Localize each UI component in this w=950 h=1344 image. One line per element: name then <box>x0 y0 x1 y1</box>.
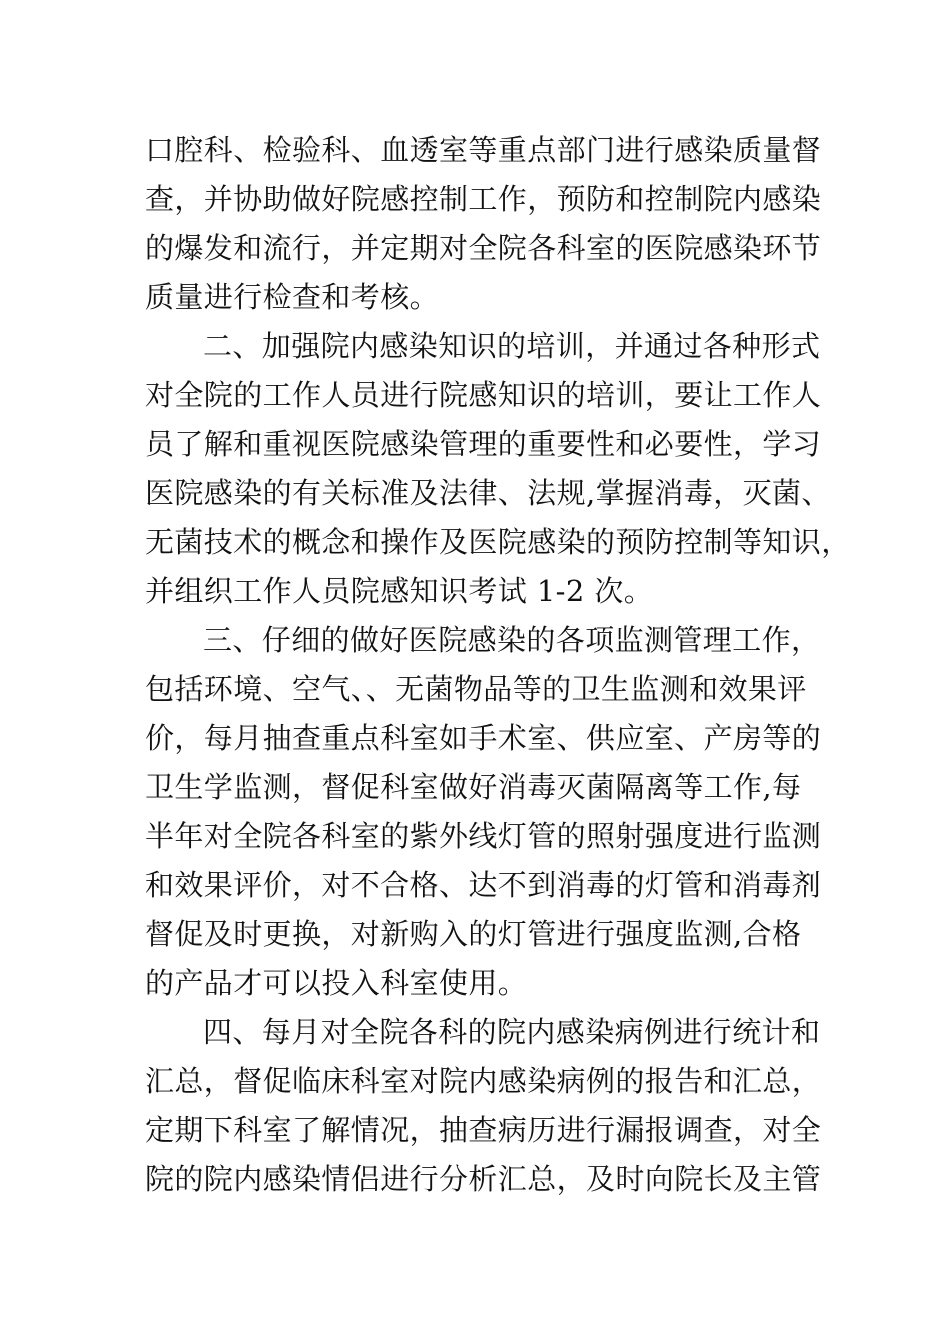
text-line: 督促及时更换，对新购入的灯管进行强度监测,合格 <box>145 917 802 951</box>
text-line: 半年对全院各科室的紫外线灯管的照射强度进行监测 <box>145 819 822 853</box>
text-line: 汇总，督促临床科室对院内感染病例的报告和汇总， <box>145 1064 822 1098</box>
text-line: 并组织工作人员院感知识考试 1-2 次。 <box>145 574 654 608</box>
text-line: 和效果评价，对不合格、达不到消毒的灯管和消毒剂 <box>145 868 822 902</box>
paragraph-4-start-line: 四、每月对全院各科的院内感染病例进行统计和 <box>203 1015 821 1049</box>
text-line: 价，每月抽查重点科室如手术室、供应室、产房等的 <box>145 721 822 755</box>
text-line: 查，并协助做好院感控制工作，预防和控制院内感染 <box>145 182 822 216</box>
text-line: 口腔科、检验科、血透室等重点部门进行感染质量督 <box>145 133 822 167</box>
body-text <box>145 126 851 1204</box>
text-line: 的产品才可以投入科室使用。 <box>145 966 528 1000</box>
text-line: 卫生学监测，督促科室做好消毒灭菌隔离等工作,每 <box>145 770 802 804</box>
text-line: 无菌技术的概念和操作及医院感染的预防控制等知识， <box>145 525 851 559</box>
paragraph-3-start-line: 三、仔细的做好医院感染的各项监测管理工作， <box>203 623 821 657</box>
text-line: 院的院内感染情侣进行分析汇总，及时向院长及主管 <box>145 1162 822 1196</box>
paragraph-2-start-line: 二、加强院内感染知识的培训，并通过各种形式 <box>203 329 821 363</box>
text-line: 的爆发和流行，并定期对全院各科室的医院感染环节 <box>145 231 822 265</box>
text-line: 员了解和重视医院感染管理的重要性和必要性，学习 <box>145 427 822 461</box>
text-line: 质量进行检查和考核。 <box>145 280 440 314</box>
text-line: 包括环境、空气、、无菌物品等的卫生监测和效果评 <box>145 672 807 706</box>
text-line: 定期下科室了解情况，抽查病历进行漏报调查，对全 <box>145 1113 822 1147</box>
text-line: 对全院的工作人员进行院感知识的培训，要让工作人 <box>145 378 822 412</box>
text-line: 医院感染的有关标准及法律、法规,掌握消毒，灭菌、 <box>145 476 831 510</box>
